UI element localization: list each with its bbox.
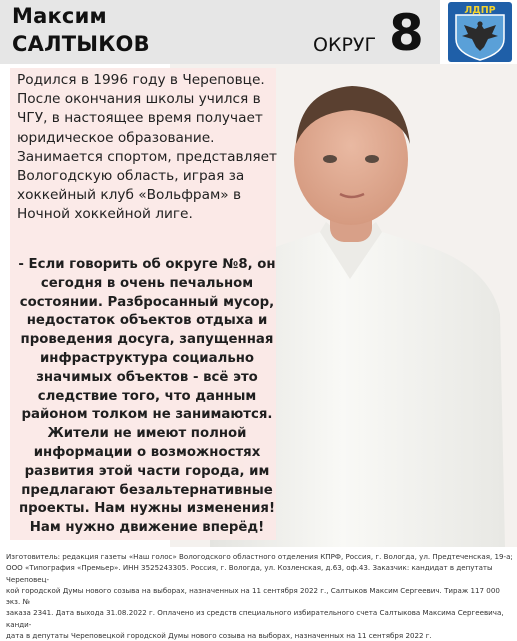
district-label: ОКРУГ [313, 34, 377, 56]
candidate-first-name: Максим [12, 4, 107, 28]
logo-text: ЛДПР [464, 5, 496, 16]
candidate-bio: Родился в 1996 году в Череповце. После окончания школы учился в ЧГУ, в настоящее время получает юридическое образование. Занимается спортом, представляет Вологодскую область, играя за хоккейный клуб «Вольфрам» в Ночной хоккейной лиге. [17, 72, 277, 223]
right-eye [365, 155, 379, 163]
candidate-quote: - Если говорить об округе №8, он сегодня в очень печальном состоянии. Разбросанный мусор, недостаток объектов отдыха и проведения досуга, запущенная инфраструктура социально значимых объектов - всё это следствие того, что данным районом толком не занимаются. Жители не имеют полной информации о возможностях развития этой части города, им предлагают безальтернативные проекты. Нам нужны изменения! Нам нужно движение вперёд! [18, 257, 276, 536]
ldpr-logo [446, 1, 514, 63]
district-number: 8 [389, 4, 424, 62]
imprint-text: Изготовитель: редакция газеты «Наш голос» Вологодского областного отделения КПРФ, Россия, г. Вологда, ул. Предтеченская, 19-а; ООО «Типография «Премьер». ИНН 3525243305. Россия, г. Вологда, ул. Козленская, д.63, оф.43. Заказчик: кандидат в депутаты Череповец- кой городской Думы нового созыва на выборах, назначенных на 11 сентября 2022 г., Салтыков Максим Сергеевич. Тираж 117 000 экз. № заказа 2341. Дата выхода 31.08.2022 г. Оплачено из средств специального избирательного счета Салтыкова Максима Сергеевича, канди- дата в депутаты Череповецкой городской Думы нового созыва на выборах, назначенных на 11 сентября 2022 г. [6, 552, 513, 641]
left-eye [323, 155, 337, 163]
candidate-last-name: САЛТЫКОВ [12, 32, 150, 56]
